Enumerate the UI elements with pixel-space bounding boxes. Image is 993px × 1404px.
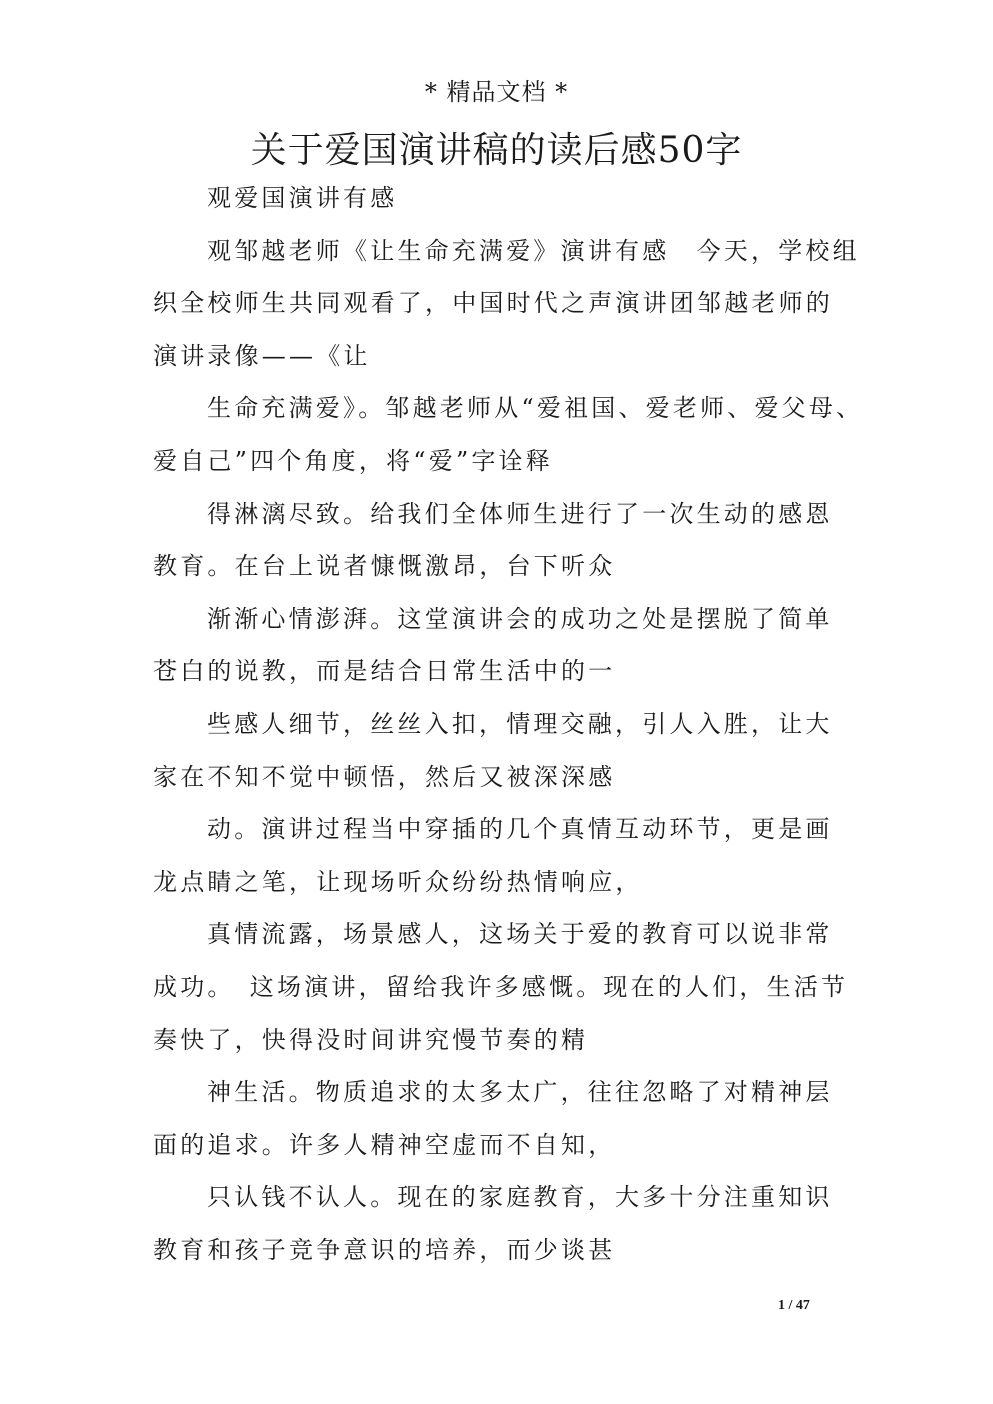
text-line: 教育和孩子竞争意识的培养，而少谈甚 xyxy=(153,1235,616,1264)
document-header: * 精品文档 * xyxy=(424,78,569,106)
document-title: 关于爱国演讲稿的读后感50字 xyxy=(250,130,743,171)
text-line: 成功。 这场演讲，留给我许多感慨。现在的人们，生活节 xyxy=(153,972,849,1001)
text-line: 观爱国演讲有感 xyxy=(207,184,398,212)
text-line: 得淋漓尽致。给我们全体师生进行了一次生动的感恩 xyxy=(207,499,833,528)
text-line: 爱自己”四个角度，将“爱”字诠释 xyxy=(153,446,554,475)
text-line: 教育。在台上说者慷慨激昂，台下听众 xyxy=(153,552,616,581)
text-line: 奏快了，快得没时间讲究慢节奏的精 xyxy=(153,1025,589,1054)
text-line: 些感人细节，丝丝入扣，情理交融，引人入胜，让大 xyxy=(207,709,833,738)
text-line: 真情流露，场景感人，这场关于爱的教育可以说非常 xyxy=(207,920,833,949)
text-line: 演讲录像——《让 xyxy=(153,341,371,370)
page-number: 1 / 47 xyxy=(778,1298,810,1313)
document-body xyxy=(153,178,864,1282)
text-line: 动。演讲过程当中穿插的几个真情互动环节，更是画 xyxy=(207,815,833,844)
text-line: 龙点睛之笔，让现场听众纷纷热情响应， xyxy=(153,867,643,896)
text-line: 渐渐心情澎湃。这堂演讲会的成功之处是摆脱了简单 xyxy=(207,604,833,633)
text-line: 家在不知不觉中顿悟，然后又被深深感 xyxy=(153,762,616,791)
text-line: 神生活。物质追求的太多太广，往往忽略了对精神层 xyxy=(207,1078,833,1107)
text-line: 观邹越老师《让生命充满爱》演讲有感 今天，学校组 xyxy=(207,236,860,265)
text-line: 面的追求。许多人精神空虚而不自知， xyxy=(153,1130,616,1159)
text-line: 苍白的说教，而是结合日常生活中的一 xyxy=(153,657,616,686)
text-line: 只认钱不认人。现在的家庭教育，大多十分注重知识 xyxy=(207,1183,833,1212)
text-line: 织全校师生共同观看了，中国时代之声演讲团邹越老师的 xyxy=(153,289,833,318)
text-line: 生命充满爱》。邹越老师从“爱祖国、爱老师、爱父母、 xyxy=(207,394,864,423)
